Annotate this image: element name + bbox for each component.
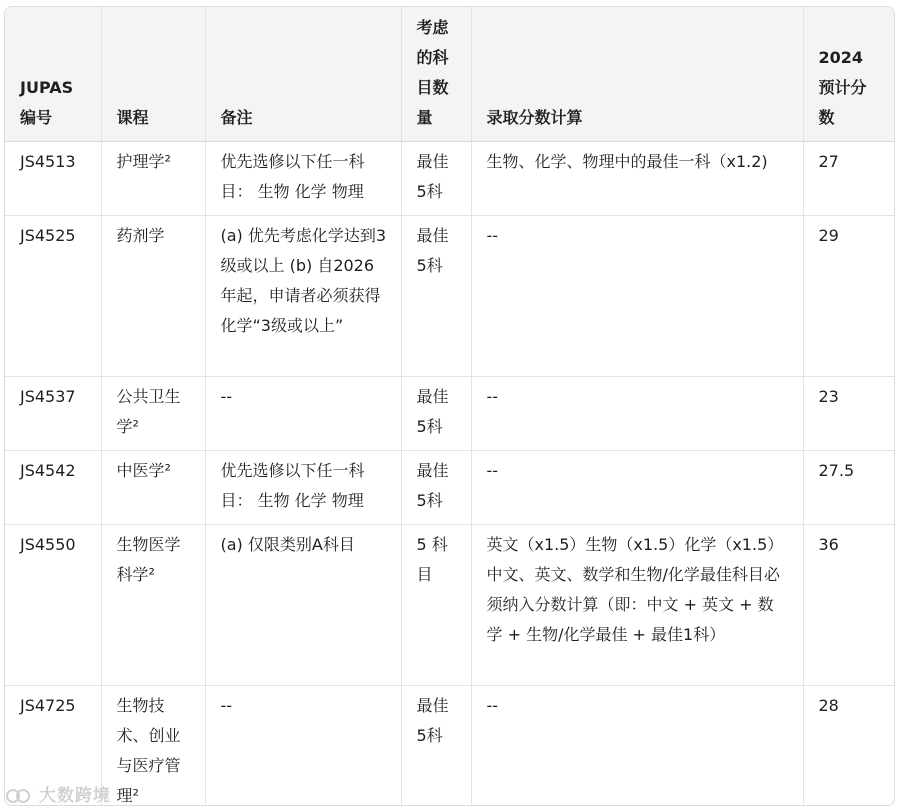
cell-course: 护理学² xyxy=(101,142,205,216)
cell-course: 公共卫生学² xyxy=(101,377,205,451)
table-row xyxy=(5,686,894,807)
cell-code: JS4542 xyxy=(5,451,101,525)
cell-expected-score: 23 xyxy=(803,377,894,451)
watermark-logo-icon xyxy=(6,787,32,805)
cell-subjects-count: 5 科目 xyxy=(401,525,471,686)
cell-code: JS4513 xyxy=(5,142,101,216)
cell-course: 生物技术、创业与医疗管理² xyxy=(101,686,205,807)
admission-table xyxy=(5,7,894,806)
table-row xyxy=(5,451,894,525)
cell-score-calculation: -- xyxy=(471,686,803,807)
watermark xyxy=(6,781,111,806)
cell-score-calculation: -- xyxy=(471,377,803,451)
cell-score-calculation: -- xyxy=(471,451,803,525)
header-jupas-code: JUPAS 编号 xyxy=(5,7,101,142)
cell-course: 药剂学 xyxy=(101,216,205,377)
header-remarks: 备注 xyxy=(205,7,401,142)
cell-expected-score: 36 xyxy=(803,525,894,686)
cell-remarks: 优先选修以下任一科目： 生物 化学 物理 xyxy=(205,142,401,216)
watermark-text: 大数跨境 xyxy=(38,786,111,806)
header-expected-score: 2024 预计分数 xyxy=(803,7,894,142)
table-row xyxy=(5,142,894,216)
cell-code: JS4537 xyxy=(5,377,101,451)
table-row xyxy=(5,525,894,686)
cell-score-calculation: 英文（x1.5）生物（x1.5）化学（x1.5）中文、英文、数学和生物/化学最佳科目必须纳入分数计算（即：中文 + 英文 + 数学 + 生物/化学最佳 + 最佳1科） xyxy=(471,525,803,686)
cell-subjects-count: 最佳5科 xyxy=(401,377,471,451)
cell-remarks: (a) 仅限类别A科目 xyxy=(205,525,401,686)
cell-subjects-count: 最佳5科 xyxy=(401,142,471,216)
cell-subjects-count: 最佳5科 xyxy=(401,451,471,525)
cell-course: 中医学² xyxy=(101,451,205,525)
header-subjects-count: 考虑的科目数量 xyxy=(401,7,471,142)
cell-remarks: -- xyxy=(205,686,401,807)
cell-subjects-count: 最佳5科 xyxy=(401,216,471,377)
admission-table-container xyxy=(4,6,895,806)
cell-course: 生物医学科学² xyxy=(101,525,205,686)
cell-remarks: 优先选修以下任一科目： 生物 化学 物理 xyxy=(205,451,401,525)
cell-code: JS4525 xyxy=(5,216,101,377)
table-header-row xyxy=(5,7,894,142)
table-row xyxy=(5,216,894,377)
cell-expected-score: 27 xyxy=(803,142,894,216)
header-course: 课程 xyxy=(101,7,205,142)
cell-remarks: (a) 优先考虑化学达到3级或以上 (b) 自2026年起，申请者必须获得化学“3级或以上” xyxy=(205,216,401,377)
cell-code: JS4550 xyxy=(5,525,101,686)
cell-score-calculation: 生物、化学、物理中的最佳一科（x1.2) xyxy=(471,142,803,216)
table-row xyxy=(5,377,894,451)
cell-expected-score: 27.5 xyxy=(803,451,894,525)
cell-subjects-count: 最佳5科 xyxy=(401,686,471,807)
cell-code: JS4725 xyxy=(5,686,101,807)
cell-expected-score: 28 xyxy=(818,696,839,715)
header-score-calculation: 录取分数计算 xyxy=(471,7,803,142)
cell-score-calculation: -- xyxy=(471,216,803,377)
cell-remarks: -- xyxy=(205,377,401,451)
cell-expected-score: 29 xyxy=(803,216,894,377)
